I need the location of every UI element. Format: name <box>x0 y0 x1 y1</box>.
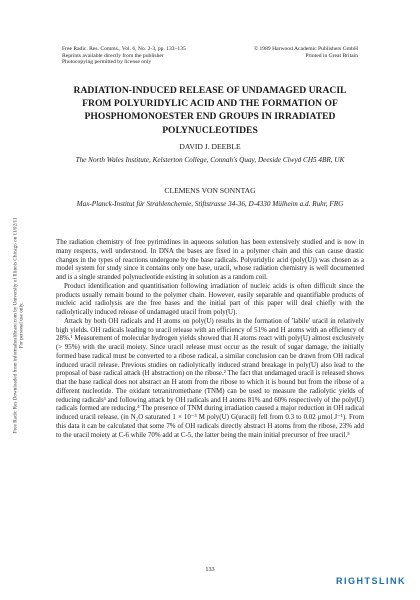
paragraph: The radiation chemistry of free pyrimidines in aqueous solution has been extensively studied and is now in many respects, well understood. In DNA the bases are fixed in a polymer chain and this can cause drastic changes in the types of reactions undergone by the base radicals. Polyuridylic acid (poly(U)) was chosen as a model system for study since it contains only one base, uracil, whose radiation chemistry is well documented and is a single stranded polynucleotide existing in solution as a random coil. <box>56 238 364 281</box>
copyright-line: © 1989 Harwood Academic Publishers GmbH <box>253 46 358 52</box>
paper-title: RADIATION-INDUCED RELEASE OF UNDAMAGED URACIL FROM POLYURIDYLIC ACID AND THE FORMATION OF PHOSPHOMONOESTER END GROUPS IN IRRADIATED POLYNUCLEOTIDES <box>73 85 347 136</box>
journal-citation <box>62 46 186 66</box>
page-number: 133 <box>205 566 215 573</box>
author-name: CLEMENS VON SONNTAG <box>164 186 256 195</box>
author-affiliation: Max-Planck-Institut für Strahlenchemie, Stiftstrasse 34-36, D-4330 Mülheim a.d. Ruhr, FRG <box>76 200 344 208</box>
author-affiliation: The North Wales Institute, Kelsterton College, Connah's Quay, Deeside Clwyd CH5 4BR, UK <box>75 156 345 164</box>
rightslink-logo: RIGHTSLINK <box>336 576 406 586</box>
author-name: DAVID J. DEEBLE <box>179 142 241 151</box>
paragraph: Product identification and quantitisation following irradiation of nucleic acids is often difficult since the products usually remain bound to the polymer chain. However, easily separable and quantifiable products of nucleic acid radiolysis are the free bases and the initial part of this paper will deal chiefly with the radiolytically induced release of undamaged uracil from poly(U). <box>56 281 364 316</box>
citation-line: Photocopying permitted by license only <box>62 59 152 66</box>
body-text <box>56 238 364 439</box>
watermark-line: Free Radic Res Downloaded from informahealthcare.com by University of Illinois Chicago on 11/02/11 <box>12 217 19 433</box>
copyright-notice <box>254 46 358 59</box>
citation-line: Reprints available directly from the publisher <box>62 52 164 59</box>
paragraph: Attack by both OH radicals and H atoms on poly(U) results in the formation of 'labile' uracil in relatively high yields. OH radicals leading to uracil release with an efficiency of 51% and H atoms with an efficiency of 28%.¹ Measurement of molecular hydrogen yields showed that H atoms react with poly(U) almost exclusively (> 95%) with the uracil moiety. Since uracil release must occur as the result of sugar damage, the initially formed base radical must be converted to a ribose radical, a similar conclusion can be drawn from OH radical induced uracil release. Previous studies on radiolytically induced strand breakage in poly(U) also lead to the proposal of base radical attack (H abstraction) on the ribose.² The fact that undamaged uracil is released shows that the base radical does not abstract an H atom from the ribose to which it is bound but from the ribose of a different nucleotide. The oxidant tetranitromethane (TNM) can be used to measure the radiolytic yields of reducing radicals³ and following attack by OH radicals and H atoms 81% and 60% respectively of the poly(U) radicals formed are reducing.⁴ The presence of TNM during irradiation caused a major reduction in OH radical induced uracil release, (in N₂O saturated 1 × 10⁻³ M poly(U) G(uracil) fell from 0.3 to 0.02 μmol J⁻¹). From this data it can be calculated that some 7% of OH radicals directly abstract H atoms from the ribose, 23% add to the uracil moiety at C-6 while 70% add at C-5, the latter being the main initial precursor of free uracil.⁵ <box>56 316 364 439</box>
watermark-line: For personal use only. <box>19 302 26 348</box>
copyright-line: Printed in Great Britain <box>305 52 358 59</box>
citation-line: Free Radic. Res. Comms., Vol. 6, No. 2-3, pp. 133–135 <box>62 46 186 52</box>
download-watermark <box>3 195 35 455</box>
